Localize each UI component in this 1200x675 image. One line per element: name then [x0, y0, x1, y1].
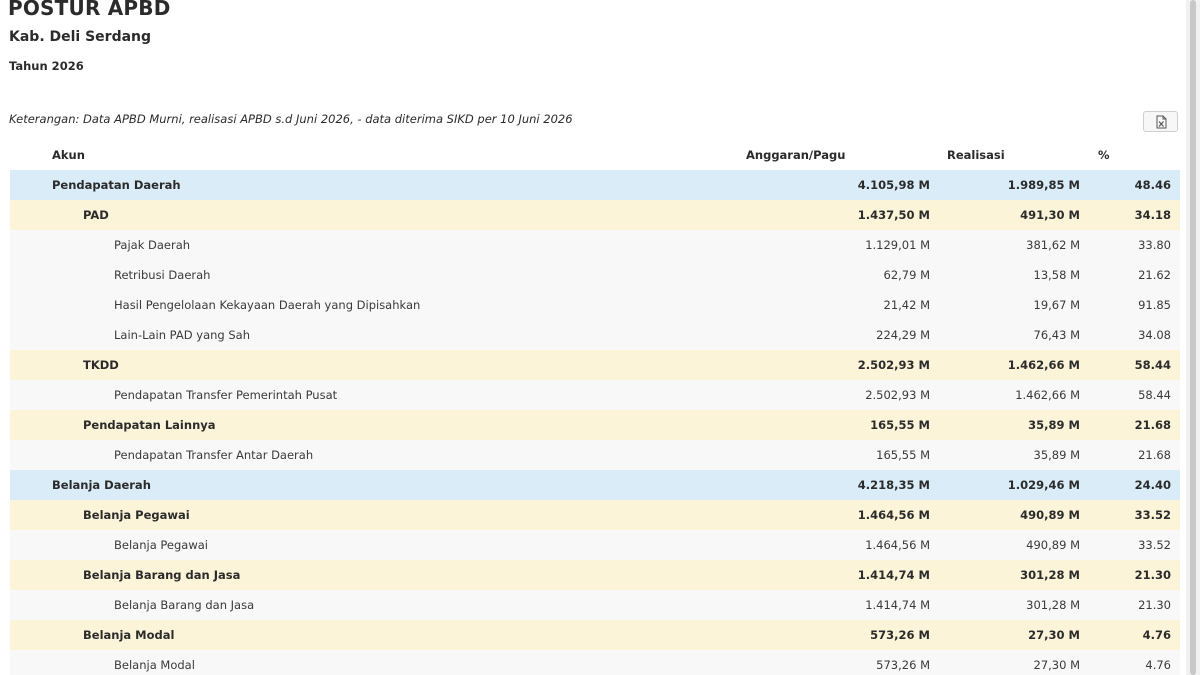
budget-cell: 165,55 M: [870, 418, 930, 432]
realization-cell: 76,43 M: [1033, 328, 1080, 342]
table-row: [10, 530, 1180, 560]
budget-cell: 1.129,01 M: [865, 238, 930, 252]
column-header-persen: %: [1098, 148, 1110, 162]
percentage-cell: 21.30: [1134, 568, 1171, 582]
table-row: [10, 380, 1180, 410]
page-title: POSTUR APBD: [8, 0, 171, 20]
table-header: [10, 140, 1180, 170]
table-row: [10, 170, 1180, 200]
scrollbar-thumb[interactable]: [1190, 0, 1196, 675]
table-row: [10, 350, 1180, 380]
realization-cell: 491,30 M: [1020, 208, 1080, 222]
table-row: [10, 200, 1180, 230]
budget-cell: 573,26 M: [876, 658, 930, 672]
realization-cell: 1.029,46 M: [1007, 478, 1080, 492]
percentage-cell: 21.30: [1138, 598, 1171, 612]
account-name-cell: Belanja Pegawai: [114, 538, 208, 552]
column-header-anggaran: Anggaran/Pagu: [746, 148, 846, 162]
account-name-cell: Belanja Modal: [114, 658, 195, 672]
budget-cell: 1.414,74 M: [857, 568, 930, 582]
budget-cell: 21,42 M: [883, 298, 930, 312]
table-row: [10, 590, 1180, 620]
budget-cell: 1.464,56 M: [865, 538, 930, 552]
data-note: Keterangan: Data APBD Murni, realisasi APBD s.d Juni 2026, - data diterima SIKD per 10 Juni 2026: [9, 112, 573, 126]
account-name-cell: Belanja Barang dan Jasa: [114, 598, 255, 612]
year-label: Tahun 2026: [9, 59, 84, 73]
table-row: [10, 290, 1180, 320]
table-row: [10, 500, 1180, 530]
table-row: [10, 410, 1180, 440]
excel-export-icon: [1154, 115, 1168, 129]
budget-cell: 1.464,56 M: [857, 508, 930, 522]
percentage-cell: 48.46: [1134, 178, 1171, 192]
table-row: [10, 230, 1180, 260]
percentage-cell: 58.44: [1134, 358, 1171, 372]
percentage-cell: 34.08: [1138, 328, 1171, 342]
budget-cell: 165,55 M: [876, 448, 930, 462]
percentage-cell: 33.52: [1138, 538, 1171, 552]
budget-cell: 4.218,35 M: [857, 478, 930, 492]
percentage-cell: 34.18: [1134, 208, 1171, 222]
vertical-scrollbar[interactable]: [1186, 0, 1200, 675]
realization-cell: 35,89 M: [1028, 418, 1080, 432]
realization-cell: 381,62 M: [1026, 238, 1080, 252]
budget-cell: 4.105,98 M: [857, 178, 930, 192]
realization-cell: 490,89 M: [1020, 508, 1080, 522]
export-excel-button[interactable]: [1143, 111, 1178, 132]
apbd-table: [10, 140, 1180, 675]
realization-cell: 1.989,85 M: [1007, 178, 1080, 192]
budget-cell: 62,79 M: [883, 268, 930, 282]
region-name: Kab. Deli Serdang: [9, 29, 152, 45]
percentage-cell: 4.76: [1142, 628, 1171, 642]
percentage-cell: 21.62: [1138, 268, 1171, 282]
table-row: [10, 260, 1180, 290]
percentage-cell: 33.80: [1138, 238, 1171, 252]
budget-cell: 2.502,93 M: [857, 358, 930, 372]
account-name-cell: Belanja Daerah: [52, 478, 151, 492]
realization-cell: 301,28 M: [1026, 598, 1080, 612]
column-header-akun: Akun: [52, 148, 85, 162]
table-row: [10, 320, 1180, 350]
percentage-cell: 91.85: [1138, 298, 1171, 312]
budget-cell: 224,29 M: [876, 328, 930, 342]
account-name-cell: Belanja Barang dan Jasa: [83, 568, 241, 582]
realization-cell: 13,58 M: [1033, 268, 1080, 282]
table-row: [10, 560, 1180, 590]
percentage-cell: 21.68: [1138, 448, 1171, 462]
table-body: [10, 170, 1180, 675]
account-name-cell: Hasil Pengelolaan Kekayaan Daerah yang Dipisahkan: [114, 298, 421, 312]
realization-cell: 27,30 M: [1028, 628, 1080, 642]
table-row: [10, 440, 1180, 470]
account-name-cell: Lain-Lain PAD yang Sah: [114, 328, 250, 342]
percentage-cell: 4.76: [1145, 658, 1171, 672]
account-name-cell: Pajak Daerah: [114, 238, 191, 252]
column-header-realisasi: Realisasi: [947, 148, 1005, 162]
account-name-cell: Pendapatan Lainnya: [83, 418, 216, 432]
percentage-cell: 58.44: [1138, 388, 1171, 402]
realization-cell: 27,30 M: [1033, 658, 1080, 672]
table-row: [10, 620, 1180, 650]
budget-cell: 1.414,74 M: [865, 598, 930, 612]
account-name-cell: TKDD: [83, 358, 119, 372]
table-row: [10, 470, 1180, 500]
realization-cell: 35,89 M: [1033, 448, 1080, 462]
budget-cell: 573,26 M: [870, 628, 930, 642]
account-name-cell: Belanja Pegawai: [83, 508, 190, 522]
percentage-cell: 21.68: [1134, 418, 1171, 432]
table-row: [10, 650, 1180, 675]
budget-cell: 1.437,50 M: [857, 208, 930, 222]
realization-cell: 490,89 M: [1026, 538, 1080, 552]
percentage-cell: 24.40: [1134, 478, 1171, 492]
realization-cell: 19,67 M: [1033, 298, 1080, 312]
realization-cell: 1.462,66 M: [1015, 388, 1080, 402]
account-name-cell: Pendapatan Daerah: [52, 178, 181, 192]
account-name-cell: Belanja Modal: [83, 628, 175, 642]
realization-cell: 301,28 M: [1020, 568, 1080, 582]
account-name-cell: Retribusi Daerah: [114, 268, 211, 282]
percentage-cell: 33.52: [1134, 508, 1171, 522]
account-name-cell: Pendapatan Transfer Pemerintah Pusat: [114, 388, 338, 402]
budget-cell: 2.502,93 M: [865, 388, 930, 402]
realization-cell: 1.462,66 M: [1007, 358, 1080, 372]
account-name-cell: PAD: [83, 208, 109, 222]
account-name-cell: Pendapatan Transfer Antar Daerah: [114, 448, 314, 462]
